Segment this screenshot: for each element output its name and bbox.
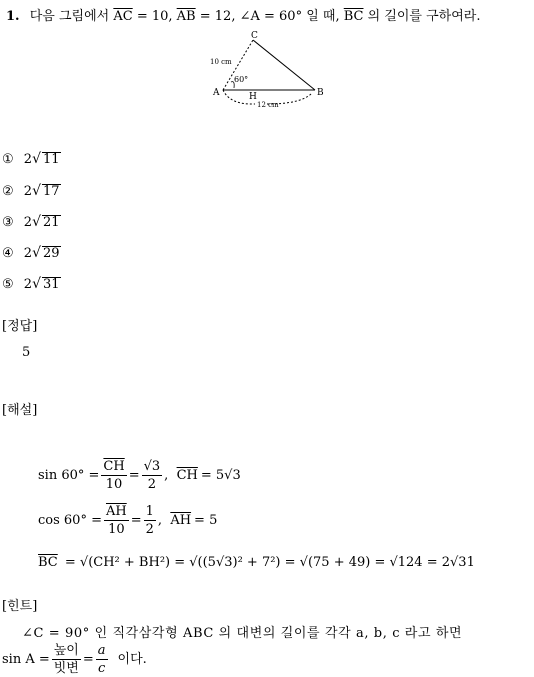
comma: , [164, 468, 177, 483]
segment-ch: $\overline{CH}$ [176, 468, 198, 483]
segment-ab: $\overline{AB}$ [176, 9, 196, 24]
fraction [96, 644, 108, 675]
frac-numerator: a [97, 643, 106, 658]
choice-coef: 2 [23, 184, 33, 199]
choice-radicand: 11 [43, 152, 60, 167]
fraction [144, 505, 156, 536]
equals: = [82, 652, 94, 667]
comma: , [157, 513, 171, 528]
equals: = [130, 513, 142, 528]
radical-sign: √ [32, 214, 41, 230]
question-suffix: 의 길이를 구하여라. [367, 9, 481, 24]
choice-radicand: 21 [43, 215, 60, 230]
solution-label: [해설] [2, 403, 38, 418]
solution-line-1 [38, 460, 241, 491]
hint-sin-lhs: sin A = [2, 652, 50, 667]
fraction [142, 460, 163, 491]
choice-marker: ⑤ [2, 277, 14, 292]
choice-radicand: 17 [43, 184, 60, 199]
segment-ac: $\overline{AC}$ [113, 9, 133, 24]
choice-radicand: 31 [43, 277, 60, 292]
choice-4[interactable] [2, 246, 61, 260]
question-number: 1. [6, 9, 20, 24]
solution-line-2 [38, 505, 217, 536]
cos-lhs: cos 60° = [38, 513, 102, 528]
segment-ah: $\overline{AH}$ [170, 513, 192, 528]
vertex-a: A [213, 88, 220, 98]
hint-tail: 이다. [117, 652, 147, 667]
choice-coef: 2 [23, 152, 33, 167]
hint-line-1: ∠C = 90° 인 직각삼각형 ABC 의 대변의 길이를 각각 a, b, c 라고 하면 [22, 626, 463, 641]
sin-lhs: sin 60° = [38, 468, 100, 483]
solution-line-3 [38, 556, 475, 569]
hint-label: [힌트] [2, 599, 38, 614]
side-ac-label: 10 cm [210, 58, 232, 66]
fraction [101, 460, 126, 491]
answer-value: 5 [22, 345, 31, 360]
fraction [104, 505, 129, 536]
choice-marker: ④ [2, 246, 14, 261]
question-line [6, 10, 481, 23]
question-eq2: = 12, ∠A = 60° 일 때, [199, 9, 340, 24]
radical-sign: √ [32, 183, 41, 199]
choice-3[interactable] [2, 215, 61, 229]
equals: = [128, 468, 140, 483]
choice-marker: ③ [2, 215, 14, 230]
radical-sign: √ [32, 151, 41, 167]
frac-numerator: $\overline{AH}$ [105, 504, 127, 519]
choice-coef: 2 [23, 215, 33, 230]
frac-denominator: 2 [145, 522, 154, 537]
frac-denominator: 10 [108, 522, 125, 537]
choice-5[interactable] [2, 277, 61, 291]
question-prefix: 다음 그림에서 [29, 9, 110, 24]
angle-label: 60° [234, 75, 249, 84]
choice-marker: ① [2, 152, 14, 167]
frac-denominator: 2 [147, 477, 157, 492]
choice-1[interactable] [2, 152, 61, 166]
ch-result: = 5√3 [200, 468, 241, 483]
frac-denominator: 10 [105, 477, 123, 492]
frac-denominator: c [98, 661, 106, 676]
frac-numerator: √3 [143, 459, 161, 474]
segment-bc: $\overline{BC}$ [343, 9, 364, 24]
frac-numerator: 높이 [53, 643, 79, 658]
radical-sign: √ [32, 245, 41, 261]
choice-marker: ② [2, 184, 14, 199]
segment-bc-solution: $\overline{BC}$ [38, 555, 58, 570]
choice-coef: 2 [23, 246, 33, 261]
triangle-figure [205, 30, 345, 110]
vertex-b: B [317, 88, 324, 98]
frac-numerator: 1 [145, 504, 154, 519]
answer-label: [정답] [2, 319, 38, 334]
radical-sign: √ [32, 276, 41, 292]
frac-denominator: 빗변 [53, 661, 79, 676]
question-eq1: = 10, [136, 9, 173, 24]
frac-numerator: $\overline{CH}$ [103, 459, 125, 474]
choice-radicand: 29 [43, 246, 60, 261]
ah-result: = 5 [194, 513, 218, 528]
side-ab-label: 12 cm [257, 101, 279, 109]
choice-coef: 2 [23, 277, 33, 292]
choice-2[interactable] [2, 184, 61, 198]
hint-line-2 [2, 644, 147, 675]
foot-h: H [249, 92, 257, 102]
vertex-c: C [251, 31, 258, 41]
fraction [52, 644, 81, 675]
bc-derivation: = √(CH² + BH²) = √((5√3)² + 7²) = √(75 + 49) = √124 = 2√31 [64, 555, 475, 570]
